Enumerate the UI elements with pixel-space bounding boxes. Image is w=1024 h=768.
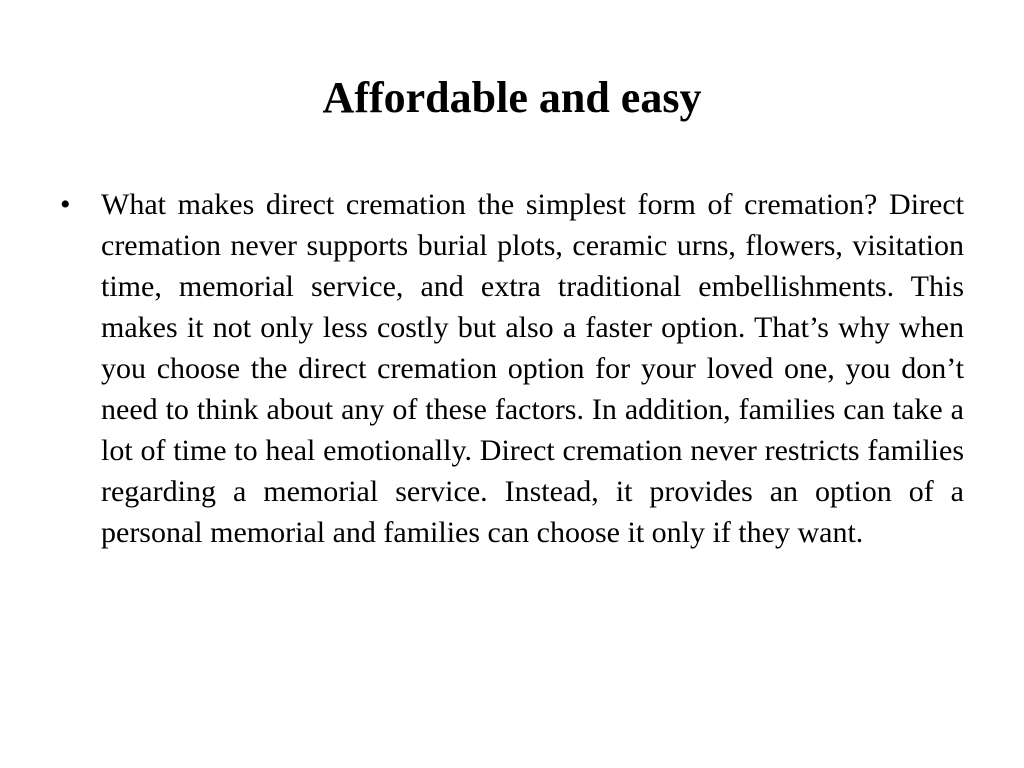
bullet-item: [56, 184, 964, 553]
bullet-icon: •: [60, 188, 71, 221]
slide-title: Affordable and easy: [322, 73, 702, 122]
bullet-text: What makes direct cremation the simplest form of cremation? Direct cremation never supports burial plots, ceramic urns, flowers, visitation time, memorial service, and extra traditional embellishments. This makes it not only less costly but also a faster option. That’s why when you choose the direct cremation option for your loved one, you don’t need to think about any of these factors. In addition, families can take a lot of time to heal emotionally. Direct cremation never restricts families regarding a memorial service. Instead, it provides an option of a personal memorial and families can choose it only if they want.: [101, 188, 964, 549]
bullet-list: [56, 184, 964, 553]
